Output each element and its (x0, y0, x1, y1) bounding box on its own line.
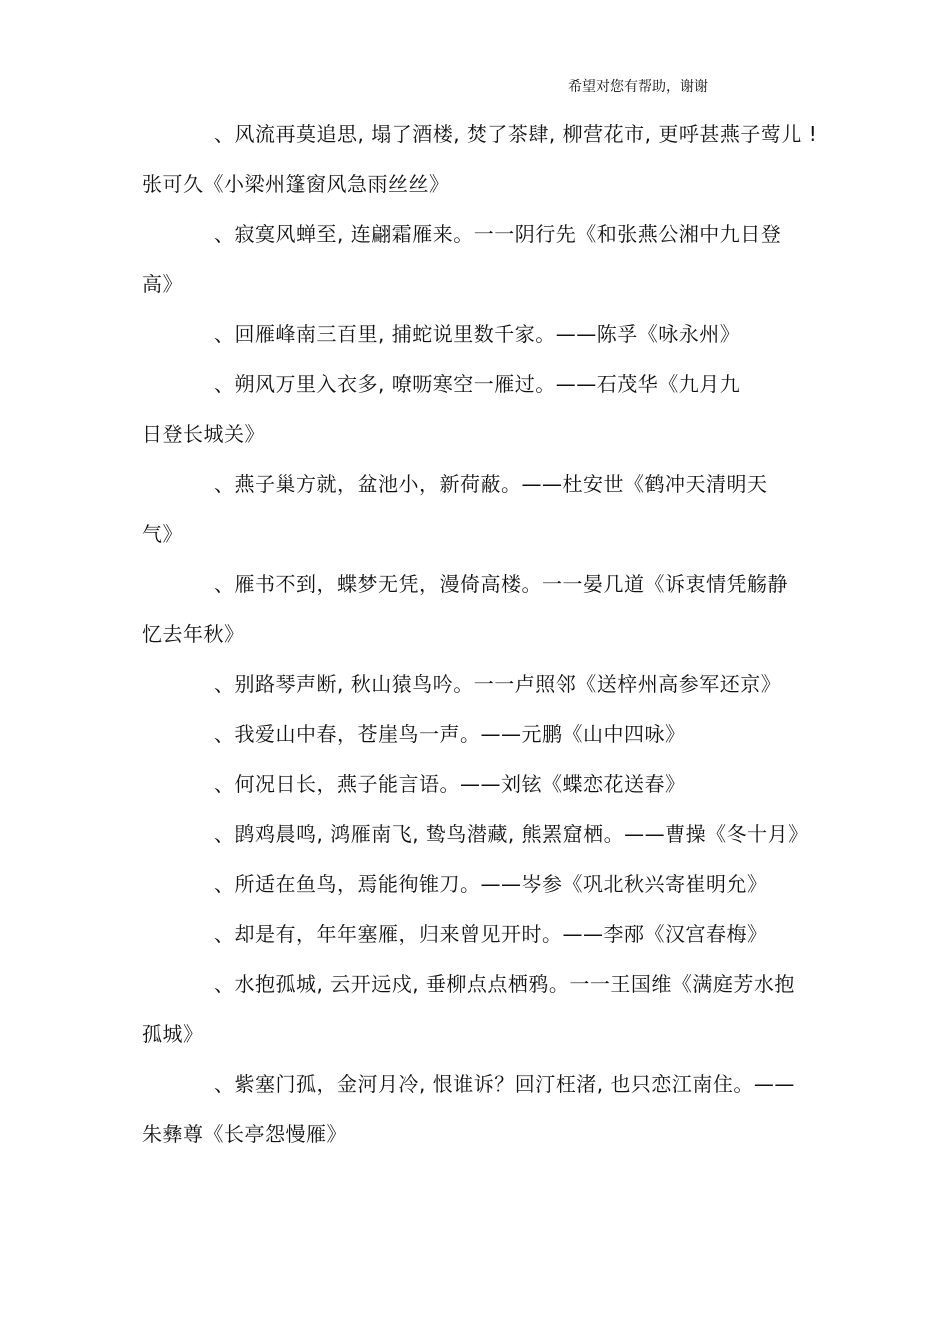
poem-entry-11 (142, 859, 822, 909)
entry-line: 、所适在鱼鸟，焉能徇锥刀。——岑参《巩北秋兴寄崔明允》 (214, 872, 768, 896)
entry-continuation: 日登长城关》 (142, 422, 265, 446)
entry-line: 、何况日长，燕子能言语。——刘铉《蝶恋花送春》 (214, 772, 686, 796)
entry-continuation: 忆去年秋》 (142, 622, 245, 646)
entry-continuation: 气》 (142, 522, 183, 546)
poem-entry-14 (142, 1059, 822, 1159)
entry-continuation: 高》 (142, 272, 183, 296)
poem-entry-4 (142, 359, 822, 459)
entry-line: 、我爱山中春，苍崖鸟一声。——元鹏《山中四咏》 (214, 722, 686, 746)
poem-entry-1 (142, 109, 822, 209)
entry-line: 、别路琴声断, 秋山猿鸟吟。一一卢照邻《送梓州高参军还京》 (214, 672, 782, 696)
header-note: 希望对您有帮助，谢谢 (568, 79, 708, 95)
entry-continuation: 朱彝尊《长亭怨慢雁》 (142, 1122, 347, 1146)
poem-entry-3 (142, 309, 822, 359)
poem-entry-2 (142, 209, 822, 309)
poem-entry-8 (142, 709, 822, 759)
poem-entry-13 (142, 959, 822, 1059)
poem-list (142, 109, 822, 1159)
entry-line: 、却是有，年年塞雁，归来曾见开时。——李邴《汉宫春梅》 (214, 922, 768, 946)
entry-continuation: 张可久《小梁州篷窗风急雨丝丝》 (142, 172, 450, 196)
poem-entry-5 (142, 459, 822, 559)
poem-entry-7 (142, 659, 822, 709)
entry-line: 、水抱孤城, 云开远戍, 垂柳点点栖鸦。一一王国维《满庭芳水抱 (214, 972, 795, 996)
entry-line: 、寂寞风蝉至, 连翩霜雁来。一一阴行先《和张燕公湘中九日登 (214, 222, 782, 246)
poem-entry-12 (142, 909, 822, 959)
entry-line: 、雁书不到，蝶梦无凭，漫倚高楼。一一晏几道《诉衷情凭觞静 (214, 572, 788, 596)
entry-line: 、紫塞门孤，金河月冷, 恨谁诉？回汀枉渚, 也只恋江南住。—— (214, 1072, 795, 1096)
poem-entry-9 (142, 759, 822, 809)
entry-line: 、鹍鸡晨鸣, 鸿雁南飞, 鸷鸟潜藏, 熊罴窟栖。——曹操《冬十月》 (214, 822, 809, 846)
poem-entry-6 (142, 559, 822, 659)
entry-line: 、朔风万里入衣多, 嘹呖寒空一雁过。——石茂华《九月九 (214, 372, 741, 396)
entry-continuation: 孤城》 (142, 1022, 204, 1046)
entry-line: 、回雁峰南三百里, 捕蛇说里数千家。——陈孚《咏永州》 (214, 322, 741, 346)
poem-entry-10 (142, 809, 822, 859)
entry-line: 、燕子巢方就，盆池小，新荷蔽。——杜安世《鹤冲天清明天 (214, 472, 768, 496)
entry-line: 、风流再莫追思, 塌了酒楼, 焚了茶肆, 柳营花市, 更呼甚燕子莺儿 ! (214, 122, 818, 146)
